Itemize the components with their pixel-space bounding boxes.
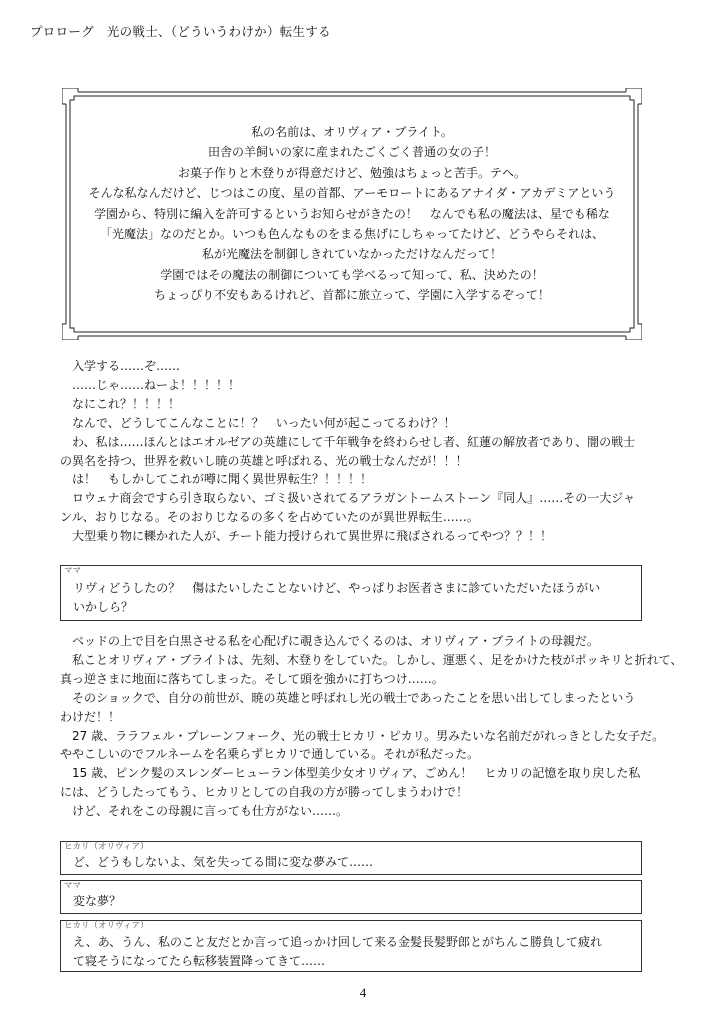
intro-line: お菓子作りと木登りが得意だけど、勉強はちょっと苦手。テヘ。 xyxy=(177,165,526,180)
narration-line: わ、私は……ほんとはエオルゼアの英雄にして千年戦争を終わらせし者、紅蓮の解放者であり、闇の戦士 xyxy=(60,434,636,449)
dialogue-text xyxy=(73,579,633,617)
narration-line: には、どうしたってもう、ヒカリとしての自我の方が勝ってしまうわけで！ xyxy=(60,785,469,800)
narration-line: わけだ！！ xyxy=(60,709,121,724)
dialogue-box-hikari-2 xyxy=(60,920,642,972)
narration-line: の異名を持つ、世界を救いし暁の英雄と呼ばれる、光の戦士なんだが！！！ xyxy=(60,453,468,468)
intro-frame xyxy=(62,88,642,340)
intro-line: 私が光魔法を制御しきれていなかっただけなんだって！ xyxy=(201,247,502,262)
dialogue-line: リヴィどうしたの？ 傷はたいしたことないけど、やっぱりお医者さまに診ていただいたほうがい xyxy=(73,581,601,595)
narration-line: 27 歳、ララフェル・プレーンフォーク、光の戦士ヒカリ・ピカリ。男みたいな名前だがれっきとした女子だ。 xyxy=(60,728,665,743)
speaker-label: ヒカリ（オリヴィア） xyxy=(64,842,149,852)
dialogue-line: て寝そうになってたら転移装置降ってきて…… xyxy=(73,954,326,969)
intro-line: 学園から、特別に編入を許可するというお知らせがきたの！ なんでも私の魔法は、星でも稀な xyxy=(94,206,610,221)
narration-line: けど、それをこの母親に言っても仕方がない……。 xyxy=(60,804,349,819)
page-number: 4 xyxy=(359,985,367,1000)
narration-line: なんで、どうしてこんなことに！？ いったい何が起こってるわけ？！ xyxy=(60,415,456,430)
intro-line: 田舎の羊飼いの家に産まれたごくごく普通の女の子！ xyxy=(207,145,496,160)
dialogue-text xyxy=(73,853,633,872)
speaker-label: ママ xyxy=(64,566,82,576)
intro-line: 「光魔法」なのだとか。いつも色んなものをまる焦げにしちゃってたけど、どうやらそれは、 xyxy=(99,227,604,242)
narration-block-2 xyxy=(60,632,683,821)
narration-line: ロウェナ商会ですら引き取らない、ゴミ扱いされてるアラガントームストーン『同人』……その一大ジャ xyxy=(60,491,636,506)
narration-line: そのショックで、自分の前世が、暁の英雄と呼ばれし光の戦士であったことを思い出してしまったという xyxy=(60,690,636,705)
dialogue-box-hikari-1 xyxy=(60,841,642,875)
dialogue-line: ど、どうもしないよ、気を失ってる間に変な夢みて…… xyxy=(73,855,374,869)
narration-line: は！ もしかしてこれが噂に聞く異世界転生？！！！！ xyxy=(60,472,373,487)
dialogue-text xyxy=(73,892,633,911)
narration-line: ベッドの上で目を白黒させる私を心配げに覗き込んでくるのは、オリヴィア・ブライトの母親だ。 xyxy=(60,634,599,648)
intro-line: ちょっぴり不安もあるけれど、首都に旅立って、学園に入学するぞって！ xyxy=(154,288,550,303)
narration-block-1 xyxy=(60,357,672,546)
intro-text xyxy=(66,122,638,306)
narration-line: 入学する……ぞ…… xyxy=(60,359,181,373)
narration-line: ……じゃ……ねーよ！！！！！ xyxy=(60,377,241,392)
dialogue-box-mama-1 xyxy=(60,565,642,621)
dialogue-line: いかしら？ xyxy=(73,600,134,615)
dialogue-box-mama-2 xyxy=(60,880,642,914)
speaker-label: ヒカリ（オリヴィア） xyxy=(64,921,149,931)
dialogue-text xyxy=(73,933,633,971)
speaker-label: ママ xyxy=(64,881,82,891)
narration-line: 大型乗り物に轢かれた人が、チート能力授けられて異世界に飛ばされるってやつ？？！！ xyxy=(60,529,553,544)
narration-line: 15 歳、ピンク髪のスレンダーヒューラン体型美少女オリヴィア、ごめん！ ヒカリの記憶を取り戻した私 xyxy=(60,766,641,781)
dialogue-line: 変な夢？ xyxy=(73,894,122,908)
narration-line: 真っ逆さまに地面に落ちてしまった。そして頭を強かに打ちつけ……。 xyxy=(60,671,444,686)
narration-line: なにこれ？！！！！ xyxy=(60,396,181,411)
narration-line: ンル、おりじなる。そのおりじなるの多くを占めていたのが異世界転生……。 xyxy=(60,510,479,525)
narration-line: 私ことオリヴィア・ブライトは、先刻、木登りをしていた。しかし、運悪く、足をかけた枝がポッキリと折れて、 xyxy=(60,652,683,667)
dialogue-line: え、あ、うん、私のこと友だとか言って追っかけ回して来る金髪長髪野郎とがちんこ勝負して疲れ xyxy=(73,935,602,949)
chapter-title: プロローグ 光の戦士、（どういうわけか）転生する xyxy=(30,24,331,39)
intro-line: そんな私なんだけど、じつはこの度、星の首都、アーモロートにあるアナイダ・アカデミアという xyxy=(88,186,616,201)
intro-line: 私の名前は、オリヴィア・ブライト。 xyxy=(251,125,453,139)
narration-line: ややこしいのでフルネームを名乗らずヒカリで通している。それが私だった。 xyxy=(60,747,480,762)
intro-line: 学園ではその魔法の制御についても学べるって知って、私、決めたの！ xyxy=(160,267,544,282)
